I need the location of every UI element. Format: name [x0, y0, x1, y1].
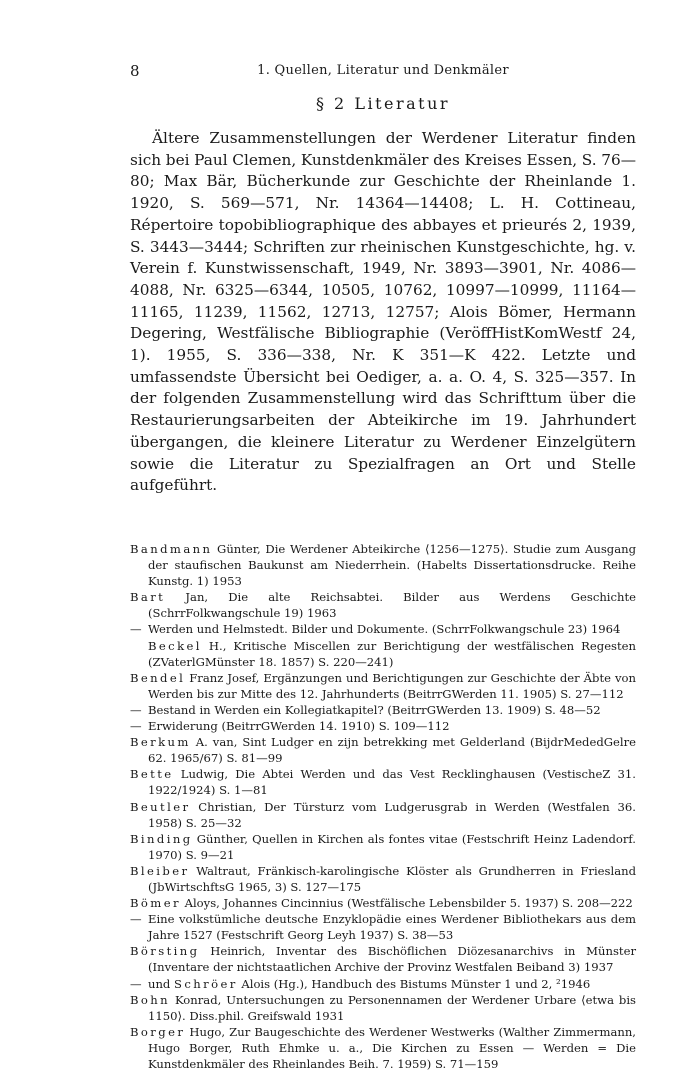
page-header	[130, 62, 636, 84]
entry-dash: —	[130, 976, 142, 991]
entry-text: Konrad, Untersuchungen zu Personennamen der Werdener Urbare ⟨etwa bis 1150⟩. Diss.phil. Greifswald 1931	[148, 992, 636, 1023]
entry-text: Christian, Der Türsturz vom Ludgerusgrab in Werden (Westfalen 36. 1958) S. 25—32	[148, 799, 636, 830]
bibliography-entry	[130, 670, 636, 702]
entry-author: Binding	[130, 831, 193, 846]
bibliography-entry	[130, 863, 636, 895]
bibliography-entry	[130, 799, 636, 831]
running-head: 1. Quellen, Literatur und Denkmäler	[257, 63, 509, 78]
entry-text: Aloys, Johannes Cincinnius (Westfälische Lebensbilder 5. 1937) S. 208—222	[180, 896, 633, 911]
bibliography-entry	[130, 589, 636, 621]
entry-prefix: und	[148, 976, 175, 991]
entry-author: Bendel	[130, 670, 186, 685]
entry-author: Beckel	[148, 638, 202, 653]
entry-text: Bestand in Werden ein Kollegiatkapitel? (BeitrrGWerden 13. 1909) S. 48—52	[148, 702, 601, 717]
entry-text: Erwiderung (BeitrrGWerden 14. 1910) S. 109—112	[148, 719, 450, 734]
bibliography-entry	[130, 638, 636, 670]
entry-text: Alois (Hg.), Handbuch des Bistums Münster 1 und 2, ²1946	[237, 976, 591, 991]
section-title: § 2 Literatur	[315, 94, 451, 113]
entry-dash: —	[130, 912, 142, 927]
entry-author: Bleiber	[130, 863, 190, 878]
entry-text: Eine volkstümliche deutsche Enzyklopädie eines Werdener Bibliothekars aus dem Jahre 1527 (Festschrift Georg Leyh 1937) S. 38—53	[148, 912, 636, 943]
entry-text: A. van, Sint Ludger en zijn betrekking met Gelderland (BijdrMededGelre 62. 1965/67) S. 81—99	[148, 735, 636, 766]
entry-dash: —	[130, 702, 142, 717]
entry-text: Werden und Helmstedt. Bilder und Dokumente. (SchrrFolkwangschule 23) 1964	[148, 622, 621, 637]
entry-text: Hugo, Zur Baugeschichte des Werdener Westwerks (Walther Zimmermann, Hugo Borger, Ruth Ehmke u. a., Die Kirchen zu Essen — Werden = Die Kunstdenkmäler des Rheinlandes Beih. 7. 1959) S. 71—159	[148, 1024, 636, 1071]
entry-author: Borger	[130, 1024, 186, 1039]
bibliography-entry	[130, 734, 636, 766]
entry-author: Berkum	[130, 735, 191, 750]
bibliography-entry	[130, 976, 636, 992]
entry-text: Waltraut, Fränkisch-karolingische Klöster als Grundherren in Friesland (JbWirtschftsG 1965, 3) S. 127—175	[148, 863, 636, 894]
entry-text: Günther, Quellen in Kirchen als fontes vitae (Festschrift Heinz Ladendorf. 1970) S. 9—21	[148, 831, 636, 862]
entry-author: Beutler	[130, 799, 191, 814]
intro-paragraph: Ältere Zusammenstellungen der Werdener Literatur finden sich bei Paul Clemen, Kunstdenkmäler des Kreises Essen, S. 76—80; Max Bär, Bücherkunde zur Geschichte der Rheinlande 1. 1920, S. 569—571, Nr. 14364—14408; L. H. Cottineau, Répertoire topobibliographique des abbayes et prieurés 2, 1939, S. 3443—3444; Schriften zur rheinischen Kunstgeschichte, hg. v. Verein f. Kunstwissenschaft, 1949, Nr. 3893—3901, Nr. 4086—4088, Nr. 6325—6344, 10505, 10762, 10997—10999, 11164—11165, 11239, 11562, 12713, 12757; Alois Bömer, Hermann Degering, Westfälische Bibliographie (VeröffHistKomWestf 24, 1). 1955, S. 336—338, Nr. K 351—K 422. Letzte und umfassendste Übersicht bei Oediger, a. a. O. 4, S. 325—357. In der folgenden Zusammenstellung wird das Schrifttum über die Restaurierungsarbeiten der Abteikirche im 19. Jahrhundert übergangen, die kleinere Literatur zu Werdener Einzelgütern sowie die Literatur zu Spezialfragen an Ort und Stelle aufgeführt.	[130, 129, 636, 495]
bibliography-entry	[130, 702, 636, 718]
entry-author: Bart	[130, 590, 166, 605]
bibliography-entry	[130, 943, 636, 975]
entry-text: Jan, Die alte Reichsabtei. Bilder aus Werdens Geschichte (SchrrFolkwangschule 19) 1963	[148, 590, 636, 621]
entry-text: Franz Josef, Ergänzungen und Berichtigungen zur Geschichte der Äbte von Werden bis zur Mitte des 12. Jahrhunderts (BeitrrGWerden 11. 1905) S. 27—112	[148, 670, 636, 701]
page-number: 8	[130, 62, 140, 80]
bibliography-entry	[130, 911, 636, 943]
bibliography-list	[130, 541, 636, 1072]
bibliography-entry	[130, 831, 636, 863]
entry-author: Bohn	[130, 992, 171, 1007]
bibliography-entry	[130, 992, 636, 1024]
entry-author: Schröer	[174, 976, 238, 991]
bibliography-entry	[130, 718, 636, 734]
bibliography-entry	[130, 895, 636, 911]
entry-text: Ludwig, Die Abtei Werden und das Vest Recklinghausen (VestischeZ 31. 1922/1924) S. 1—81	[148, 767, 636, 798]
entry-dash: —	[130, 719, 142, 734]
bibliography-entry	[130, 541, 636, 589]
bibliography-entry	[130, 766, 636, 798]
entry-author: Börsting	[130, 944, 200, 959]
entry-author: Bette	[130, 767, 174, 782]
bibliography-entry	[130, 621, 636, 637]
entry-author: Bandmann	[130, 542, 213, 556]
entry-text: Günter, Die Werdener Abteikirche ⟨1256—1275⟩. Studie zum Ausgang der staufischen Baukunst am Niederrhein. (Habelts Dissertationsdrucke. Reihe Kunstg. 1) 1953	[148, 542, 636, 589]
entry-author: Bömer	[130, 896, 181, 911]
entry-text: Heinrich, Inventar des Bischöflichen Diözesanarchivs in Münster (Inventare der nichtstaatlichen Archive der Provinz Westfalen Beiband 3) 1937	[148, 944, 636, 975]
bibliography-entry	[130, 1024, 636, 1072]
entry-dash: —	[130, 622, 142, 637]
entry-text: H., Kritische Miscellen zur Berichtigung der westfälischen Regesten (ZVaterlGMünster 18. 1857) S. 220—241)	[148, 638, 636, 669]
